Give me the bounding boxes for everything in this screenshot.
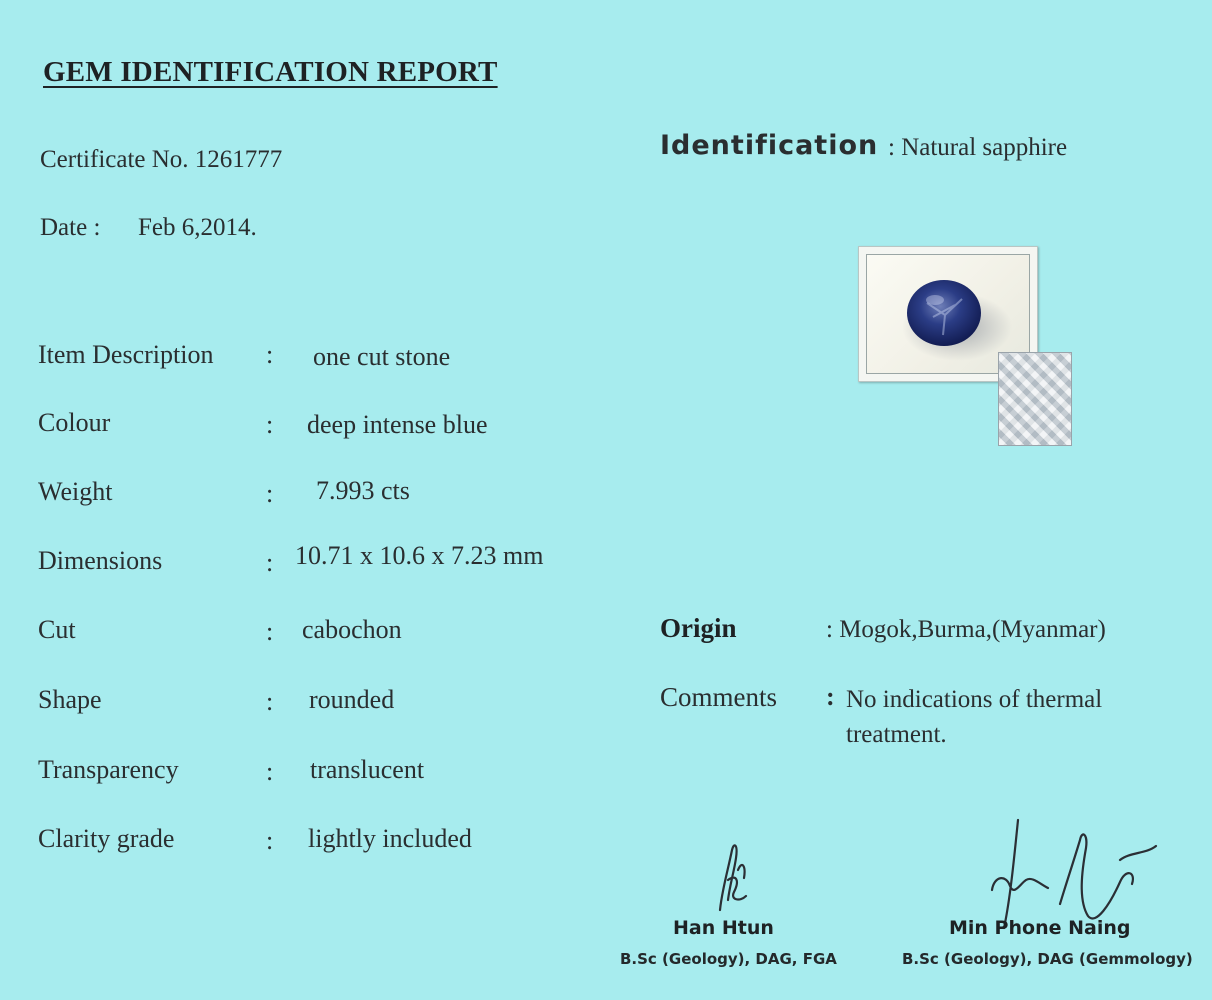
detail-colon: : bbox=[266, 687, 274, 716]
detail-colon: : bbox=[266, 479, 274, 508]
detail-colon: : bbox=[266, 410, 274, 439]
signatory-credentials: B.Sc (Geology), DAG, FGA bbox=[620, 950, 837, 968]
certificate-number: Certificate No. 1261777 bbox=[40, 146, 283, 173]
detail-value-dimensions: 10.71 x 10.6 x 7.23 mm bbox=[295, 541, 544, 570]
date-value: Feb 6,2014. bbox=[138, 214, 257, 241]
signatory-name: Han Htun bbox=[673, 917, 774, 939]
detail-value-transparency: translucent bbox=[310, 755, 425, 784]
detail-value-item-description: one cut stone bbox=[313, 342, 451, 371]
detail-label-colour: Colour bbox=[38, 408, 111, 437]
detail-value-weight: 7.993 cts bbox=[316, 476, 410, 505]
detail-value-cut: cabochon bbox=[302, 615, 402, 644]
detail-label-item-description: Item Description bbox=[38, 340, 214, 369]
detail-colon: : bbox=[266, 340, 274, 369]
detail-label-transparency: Transparency bbox=[38, 755, 179, 784]
report-title: GEM IDENTIFICATION REPORT bbox=[43, 56, 498, 88]
detail-label-cut: Cut bbox=[38, 615, 76, 644]
detail-value-colour: deep intense blue bbox=[307, 410, 488, 439]
comments-value: No indications of thermal treatment. bbox=[846, 686, 1103, 748]
signature-han-htun bbox=[700, 840, 780, 920]
detail-colon: : bbox=[266, 757, 274, 786]
detail-value-shape: rounded bbox=[309, 685, 395, 714]
detail-label-clarity-grade: Clarity grade bbox=[38, 824, 175, 853]
identification-label: Identification bbox=[660, 130, 879, 161]
comments-colon: : bbox=[826, 682, 835, 711]
detail-colon: : bbox=[266, 548, 274, 577]
identification-value: : Natural sapphire bbox=[888, 134, 1068, 161]
detail-label-dimensions: Dimensions bbox=[38, 546, 163, 575]
detail-colon: : bbox=[266, 617, 274, 646]
detail-colon: : bbox=[266, 826, 274, 855]
detail-label-weight: Weight bbox=[38, 477, 113, 506]
origin-label: Origin bbox=[660, 613, 737, 643]
date-label: Date : bbox=[40, 214, 101, 241]
detail-label-shape: Shape bbox=[38, 685, 102, 714]
origin-value: : Mogok,Burma,(Myanmar) bbox=[826, 616, 1106, 643]
signatory-name: Min Phone Naing bbox=[949, 917, 1131, 939]
hologram-seal bbox=[998, 352, 1072, 446]
signatory-credentials: B.Sc (Geology), DAG (Gemmology) bbox=[902, 950, 1193, 968]
detail-value-clarity-grade: lightly included bbox=[308, 824, 472, 853]
comments-label: Comments bbox=[660, 682, 778, 712]
